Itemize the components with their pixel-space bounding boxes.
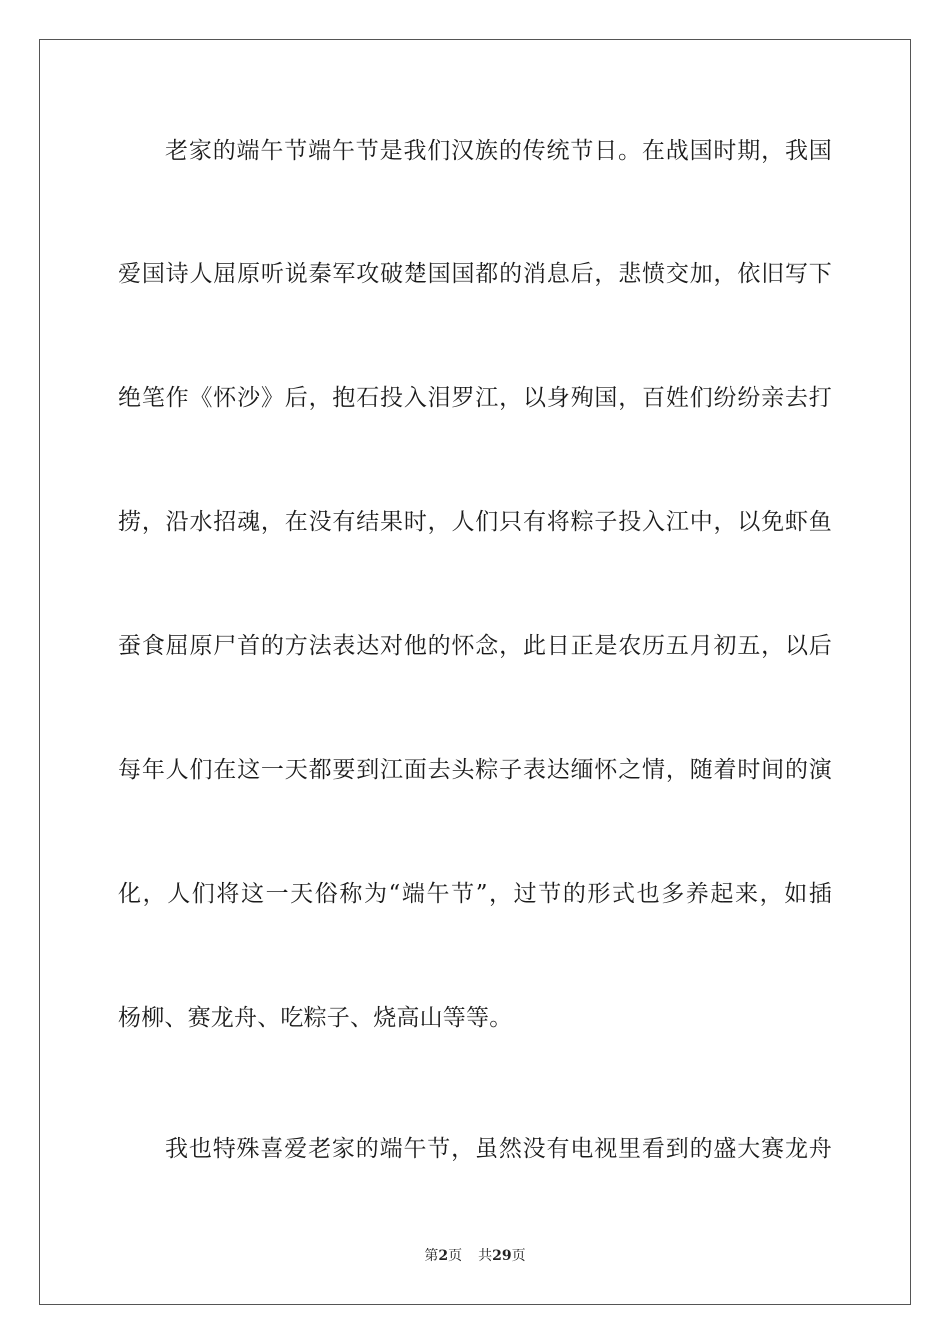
page-suffix: 页 — [448, 1248, 463, 1264]
paragraph-1-line-8: 杨柳、赛龙舟、吃粽子、烧高山等等。 — [118, 1005, 513, 1031]
total-pages: 29 — [492, 1248, 512, 1264]
page-number: 2 — [438, 1248, 449, 1264]
paragraph-1-line-3: 绝笔作《怀沙》后，抱石投入泪罗江，以身殉国，百姓们纷纷亲去打 — [118, 385, 832, 411]
paragraph-1-line-1: 老家的端午节端午节是我们汉族的传统节日。在战国时期，我国 — [165, 138, 832, 164]
paragraph-1-line-7: 化，人们将这一天俗称为“端午节”，过节的形式也多养起来，如插 — [118, 881, 832, 907]
paragraph-1-line-5: 蚕食屈原尸首的方法表达对他的怀念，此日正是农历五月初五，以后 — [118, 633, 832, 659]
total-prefix: 共 — [478, 1248, 493, 1264]
paragraph-1-line-2: 爱国诗人屈原听说秦军攻破楚国国都的消息后，悲愤交加，依旧写下 — [118, 261, 832, 287]
page-prefix: 第 — [424, 1248, 439, 1264]
page-footer — [0, 1247, 950, 1265]
page-border — [39, 39, 911, 1305]
total-suffix: 页 — [511, 1248, 526, 1264]
paragraph-2-line-1: 我也特殊喜爱老家的端午节，虽然没有电视里看到的盛大赛龙舟 — [165, 1136, 832, 1162]
paragraph-1-line-6: 每年人们在这一天都要到江面去头粽子表达缅怀之情，随着时间的演 — [118, 757, 832, 783]
paragraph-1-line-4: 捞，沿水招魂，在没有结果时，人们只有将粽子投入江中，以免虾鱼 — [118, 509, 832, 535]
